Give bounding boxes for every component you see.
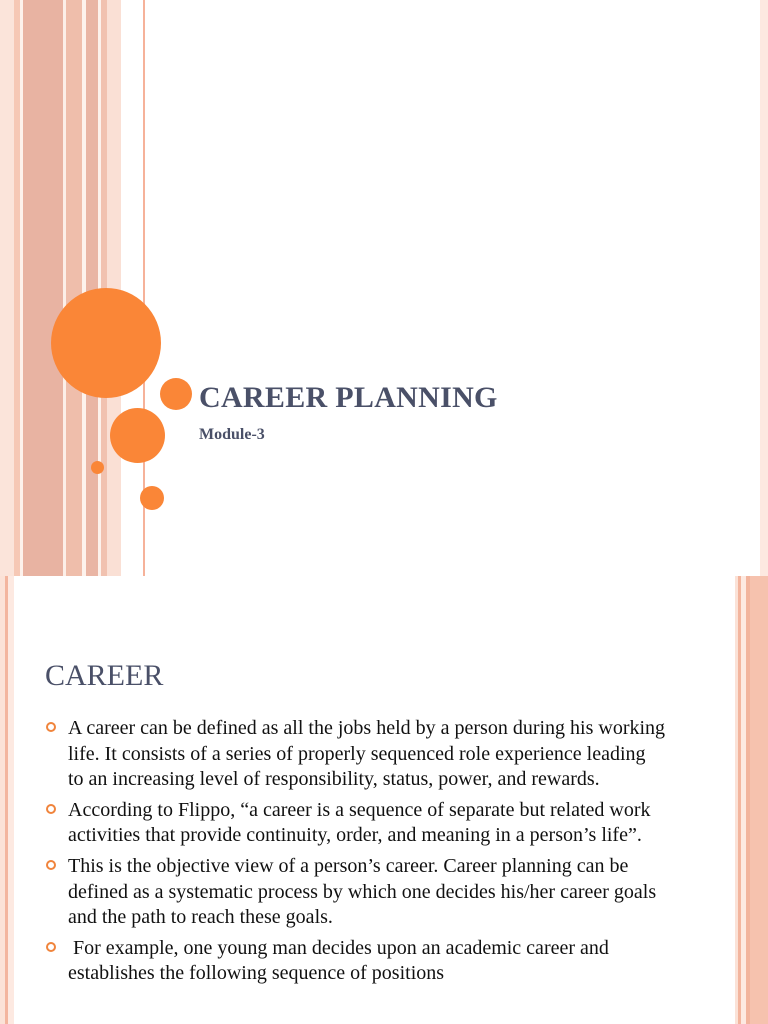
- bullet-text: This is the objective view of a person’s career. Career planning can be defined as a systematic process by which one decides his/her career goals and the path to reach these goals.: [68, 854, 657, 929]
- stripe: [66, 0, 82, 576]
- circle: [110, 408, 165, 463]
- large-circle: [51, 288, 161, 398]
- list-item: [46, 798, 666, 849]
- circle: [140, 486, 164, 510]
- stripe: [8, 576, 14, 1024]
- ring-bullet-icon: [46, 804, 56, 814]
- slide-subtitle: Module-3: [199, 426, 265, 443]
- list-item: [46, 936, 666, 987]
- slide-title: CAREER PLANNING: [199, 381, 498, 414]
- small-circle: [91, 461, 104, 474]
- bullet-text: According to Flippo, “a career is a sequence of separate but related work activities that provide continuity, order, and meaning in a person’s life”.: [68, 798, 651, 847]
- stripe: [23, 0, 63, 576]
- list-item: [46, 854, 666, 931]
- ring-bullet-icon: [46, 942, 56, 952]
- content-slide: [0, 576, 768, 1024]
- ring-bullet-icon: [46, 860, 56, 870]
- right-edge-stripe: [760, 0, 768, 576]
- bullet-text: For example, one young man decides upon an academic career and establishes the following sequence of positions: [68, 936, 614, 985]
- list-item: [46, 716, 666, 793]
- stripe: [750, 576, 768, 1024]
- bullet-text: A career can be defined as all the jobs held by a person during his working life. It consists of a series of properly sequenced role experience leading to an increasing level of responsibility, status, power, and rewards.: [68, 717, 666, 791]
- circle: [160, 378, 192, 410]
- ring-bullet-icon: [46, 722, 56, 732]
- slide-heading: CAREER: [45, 659, 164, 692]
- bullet-list: [46, 716, 666, 992]
- stripe: [0, 0, 14, 576]
